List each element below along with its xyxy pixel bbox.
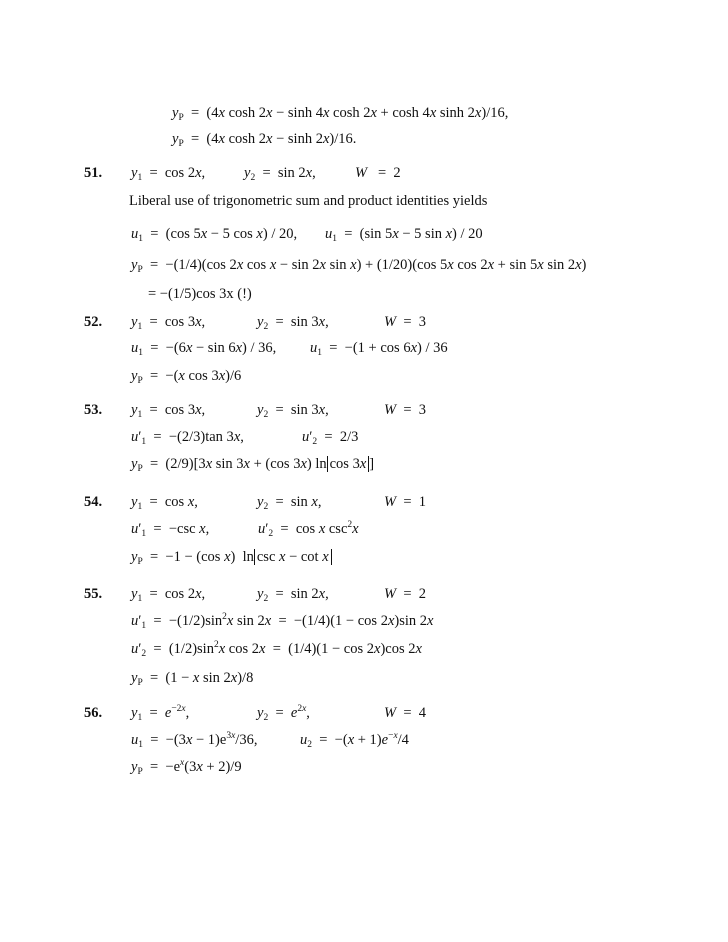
problem-number: 55. — [84, 586, 103, 602]
wronskian: W = 3 — [384, 314, 427, 330]
wronskian: W = 4 — [384, 705, 427, 721]
y1-expression: $y_1 = \cos x$, — [131, 494, 198, 512]
u1-derivative: $u'_1 = -(1/2)\sin^2x$ sin 2x = −(1/4)(1 − cos 2x)sin 2x — [131, 612, 434, 631]
yp-expression: $y_P = -(x$ cos 3x)/6 — [131, 368, 242, 386]
intro-yp-line-2: $y_P = (4x$ cosh 2x − sinh 2x)/16. — [172, 131, 357, 149]
u2-derivative: $u'_2 = 2/3$ — [302, 429, 359, 447]
problem-note: Liberal use of trigonometric sum and product identities yields — [129, 193, 488, 209]
y1-expression: $y_1 = \cos 2x$, — [131, 165, 206, 183]
y2-expression: $y_2 = \sin x$, — [257, 494, 322, 512]
y1-expression: $y_1 = \cos 3x$, — [131, 402, 206, 420]
u2-expression: $u_1 = (\sin$ 5x − 5 sin x) / 20 — [325, 226, 483, 244]
yp-continuation: = −(1/5)cos 3x (!) — [148, 286, 252, 302]
wronskian: W = 3 — [384, 402, 427, 418]
u2-derivative: $u'_2 = \cos x$ $\csc^2x$ — [258, 520, 359, 539]
intro-yp-line-1: $y_P = (4x$ cosh 2x − sinh 4x cosh 2x + cosh 4x sinh 2x)/16, — [172, 105, 509, 123]
u1-expression: $u_1 = -(3x - 1)e^{3x}/36$, — [131, 731, 258, 750]
y2-expression: $y_2 = \sin 2x$, — [244, 165, 316, 183]
wronskian: W = 2 — [384, 586, 427, 602]
yp-expression: $y_P = -1 - (\cos$ x) ln csc x − cot x — [131, 548, 332, 566]
problem-number: 53. — [84, 402, 103, 418]
y1-expression: $y_1 = \cos 2x$, — [131, 586, 206, 604]
problem-number: 56. — [84, 705, 103, 721]
y2-expression: $y_2 = \sin 3x$, — [257, 402, 329, 420]
u2-derivative: $u'_2 = (1/2)\sin^2x$ cos 2x = (1/4)(1 − cos 2x)cos 2x — [131, 640, 422, 659]
y1-expression: $y_1 = e^{-2x}$, — [131, 704, 190, 723]
yp-expression: $y_P = (2/9)[3x$ sin 3x + (cos 3x) ln cos 3x ] — [131, 456, 375, 474]
wronskian: W = 2 — [355, 165, 401, 181]
u1-expression: $u_1 = (\cos$ 5x − 5 cos x) / 20, — [131, 226, 298, 244]
yp-expression: $y_P = (1 - x$ sin 2x)/8 — [131, 670, 254, 688]
yp-expression: $y_P = -(1/4)(\cos$ 2x cos x − sin 2x sin x) + (1/20)(cos 5x cos 2x + sin 5x sin 2x) — [131, 257, 587, 275]
problem-number: 54. — [84, 494, 103, 510]
u1-expression: $u_1 = -(6x - \sin 6x) / 36$, — [131, 340, 277, 358]
y2-expression: $y_2 = e^{2x}$, — [257, 704, 310, 723]
u1-derivative: $u'_1 = -(2/3)\tan$ 3x, — [131, 429, 244, 447]
problem-number: 52. — [84, 314, 103, 330]
u2-expression: $u_1 = -(1 + \cos 6x) / 36$ — [310, 340, 448, 358]
y2-expression: $y_2 = \sin 3x$, — [257, 314, 329, 332]
problem-number: 51. — [84, 165, 103, 181]
u2-expression: $u_2 = -(x + 1)e^{-x}/4$ — [300, 731, 409, 750]
y2-expression: $y_2 = \sin 2x$, — [257, 586, 329, 604]
yp-expression: $y_P = -e^x(3x + 2)/9$ — [131, 758, 242, 777]
y1-expression: $y_1 = \cos 3x$, — [131, 314, 206, 332]
wronskian: W = 1 — [384, 494, 427, 510]
u1-derivative: $u'_1 = -\csc$ x, — [131, 521, 210, 539]
